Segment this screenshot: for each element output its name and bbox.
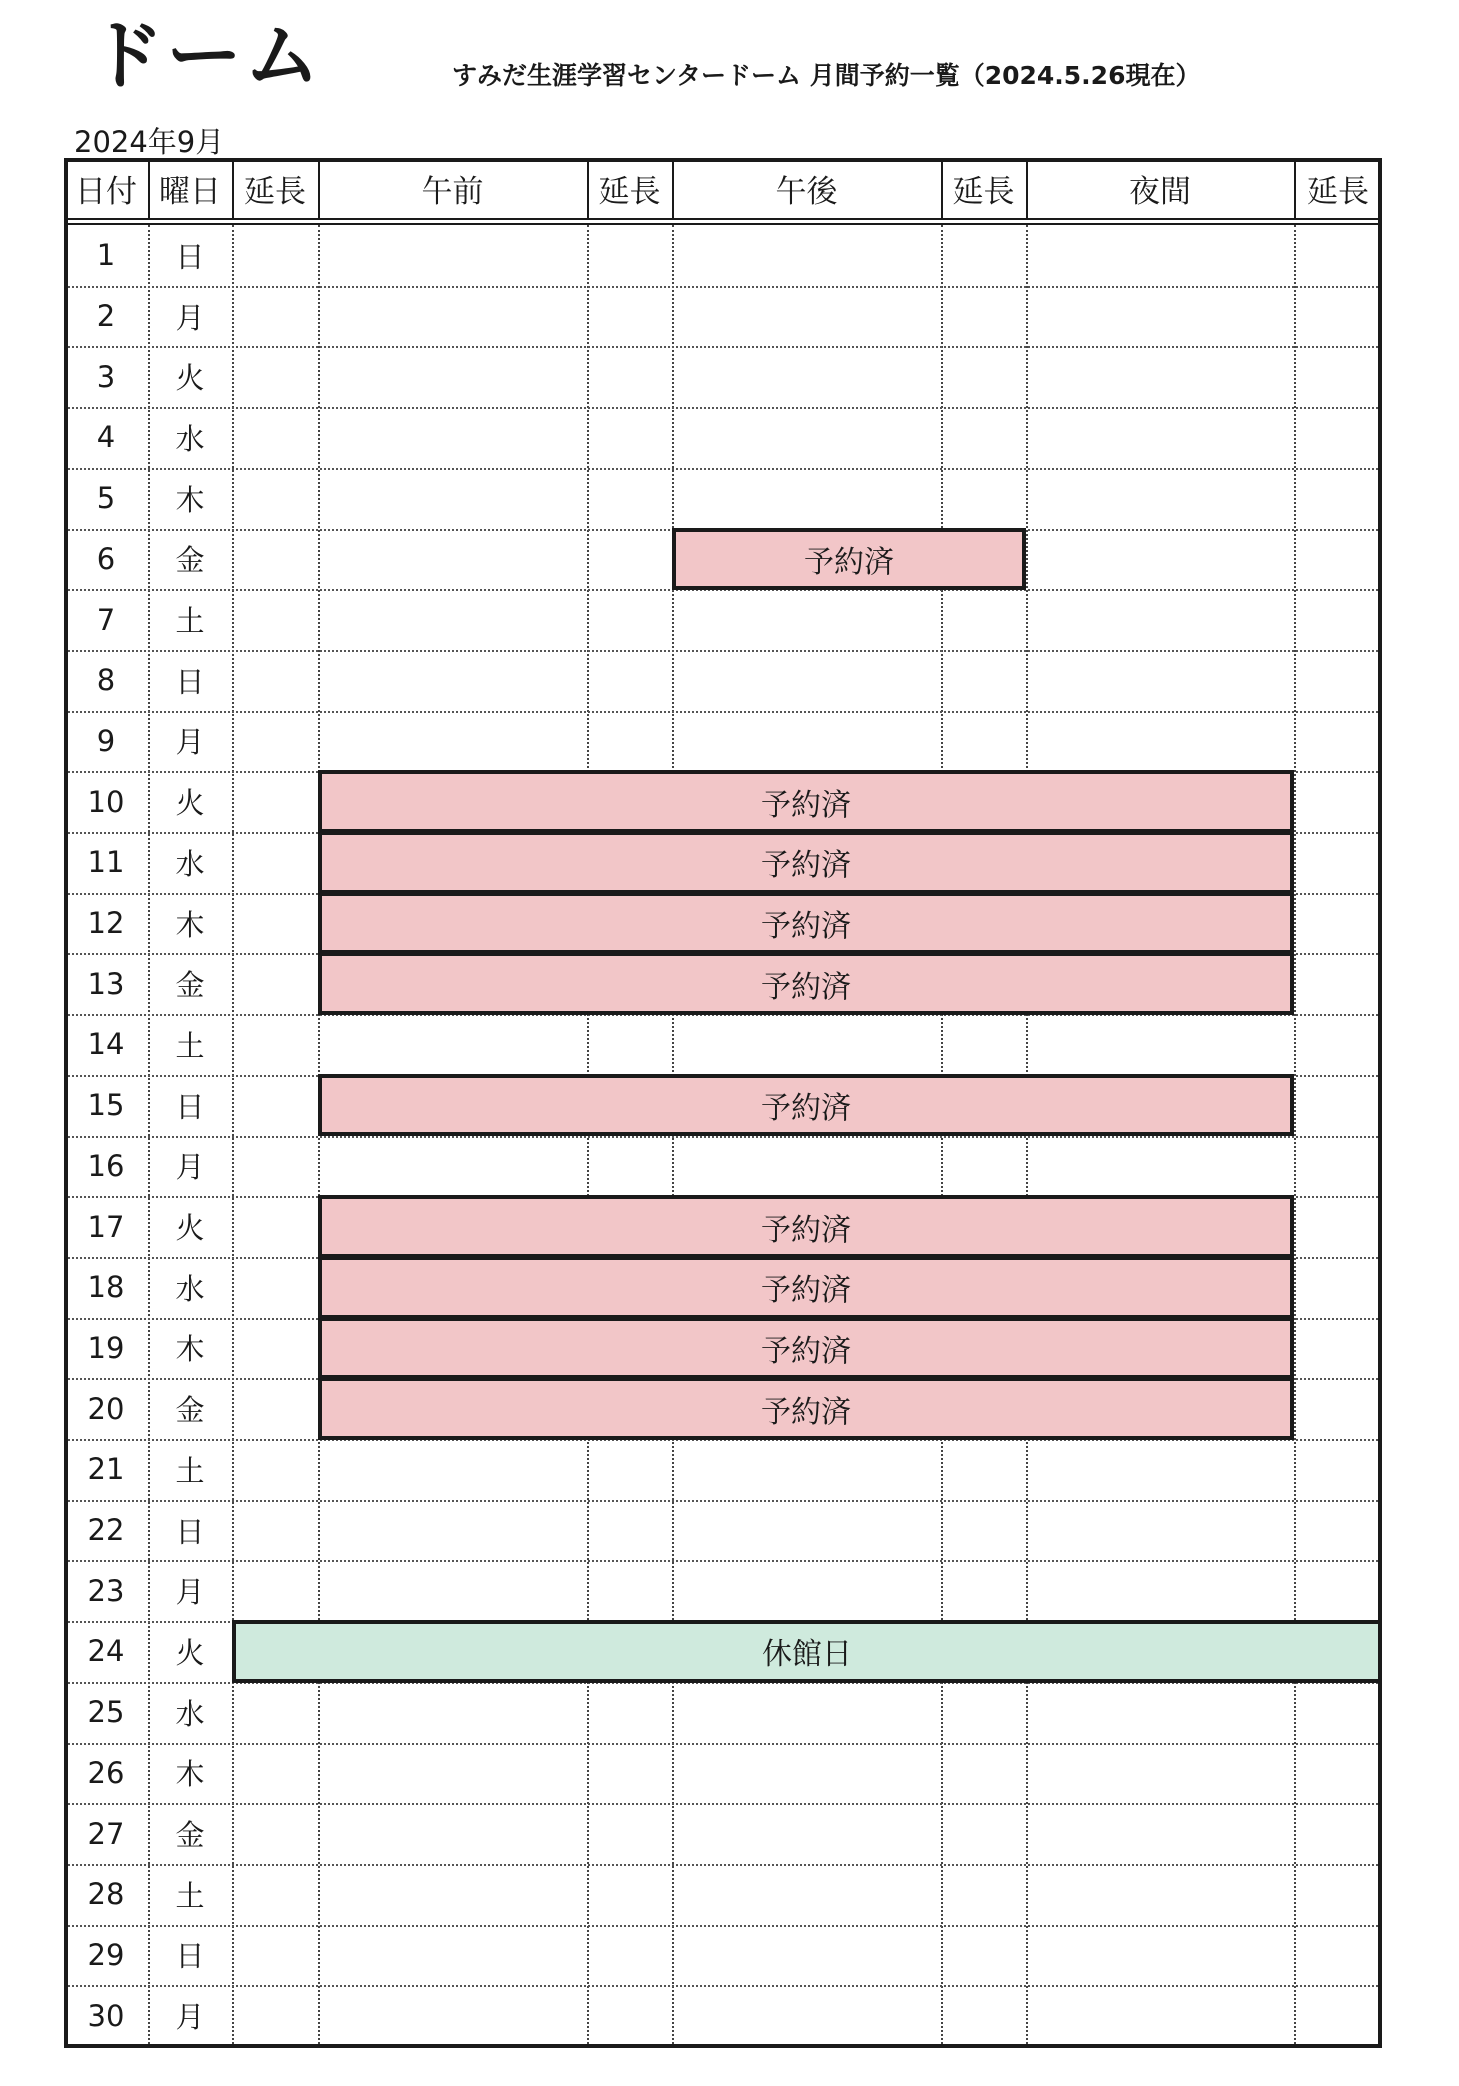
weekday-cell: 木	[175, 1332, 205, 1367]
column-header-date: 日付	[75, 173, 137, 210]
weekday-cell: 日	[175, 239, 205, 274]
reserved-bar: 予約済	[318, 770, 1294, 833]
row-divider	[64, 1743, 1382, 1745]
weekday-cell: 土	[175, 604, 205, 639]
date-cell: 27	[87, 1816, 125, 1851]
reserved-bar: 予約済	[318, 1195, 1294, 1258]
date-cell: 6	[96, 541, 116, 576]
weekday-cell: 日	[175, 1089, 205, 1124]
column-divider	[1294, 158, 1296, 218]
column-divider	[941, 158, 943, 218]
weekday-cell: 日	[175, 1939, 205, 1974]
date-cell: 1	[96, 238, 116, 273]
weekday-cell: 水	[175, 1271, 205, 1306]
date-cell: 16	[87, 1148, 125, 1183]
weekday-cell: 月	[175, 300, 205, 335]
column-header-ext-4: 延長	[1307, 173, 1369, 210]
date-cell: 22	[87, 1513, 125, 1548]
date-cell: 14	[87, 1027, 125, 1062]
date-cell: 26	[87, 1755, 125, 1790]
weekday-cell: 火	[175, 361, 205, 396]
row-divider	[64, 346, 1382, 348]
date-cell: 23	[87, 1573, 125, 1608]
reserved-bar: 予約済	[318, 831, 1294, 894]
weekday-cell: 月	[175, 725, 205, 760]
row-divider	[64, 711, 1382, 713]
date-cell: 8	[96, 663, 116, 698]
date-cell: 21	[87, 1452, 125, 1487]
row-divider	[64, 1560, 1382, 1562]
column-header-ext-2: 延長	[598, 173, 661, 210]
reserved-bar: 予約済	[318, 952, 1294, 1015]
date-cell: 19	[87, 1330, 125, 1365]
column-header-ext-3: 延長	[952, 173, 1015, 210]
schedule-subtitle: すみだ生涯学習センタードーム 月間予約一覧（2024.5.26現在）	[452, 61, 1201, 90]
row-divider	[64, 1985, 1382, 1987]
date-cell: 15	[87, 1088, 125, 1123]
column-divider	[672, 158, 674, 218]
weekday-cell: 木	[175, 907, 205, 942]
column-divider	[148, 158, 150, 218]
weekday-cell: 金	[175, 968, 205, 1003]
weekday-cell: 金	[175, 1818, 205, 1853]
weekday-cell: 土	[175, 1028, 205, 1063]
date-cell: 20	[87, 1391, 125, 1426]
row-divider	[64, 1864, 1382, 1866]
date-cell: 29	[87, 1937, 125, 1972]
column-header-night: 夜間	[1129, 173, 1191, 210]
reserved-bar: 予約済	[318, 1377, 1294, 1440]
row-divider	[64, 1925, 1382, 1927]
column-header-afternoon: 午後	[775, 173, 838, 210]
weekday-cell: 火	[175, 786, 205, 821]
row-divider	[64, 407, 1382, 409]
weekday-cell: 水	[175, 1696, 205, 1731]
date-cell: 12	[87, 906, 125, 941]
header-divider	[64, 223, 1382, 225]
row-divider	[64, 1803, 1382, 1805]
page-title: ドーム	[88, 11, 322, 100]
weekday-cell: 金	[175, 543, 205, 578]
weekday-cell: 月	[175, 1575, 205, 1610]
reserved-bar: 予約済	[318, 892, 1294, 955]
date-cell: 10	[87, 784, 125, 819]
date-cell: 9	[96, 723, 116, 758]
reserved-bar: 予約済	[318, 1317, 1294, 1380]
date-cell: 18	[87, 1270, 125, 1305]
row-divider	[64, 468, 1382, 470]
date-cell: 5	[96, 481, 116, 516]
date-cell: 11	[87, 845, 125, 880]
weekday-cell: 水	[175, 421, 205, 456]
date-cell: 17	[87, 1209, 125, 1244]
weekday-cell: 日	[175, 1514, 205, 1549]
weekday-cell: 月	[175, 2000, 205, 2035]
column-header-ext-1: 延長	[244, 173, 306, 210]
date-cell: 2	[96, 299, 116, 334]
month-label: 2024年9月	[74, 125, 225, 159]
column-divider	[1026, 158, 1028, 218]
row-divider	[64, 1500, 1382, 1502]
weekday-cell: 木	[175, 1757, 205, 1792]
column-header-morning: 午前	[421, 173, 484, 210]
date-cell: 25	[87, 1695, 125, 1730]
weekday-cell: 月	[175, 1150, 205, 1185]
reserved-bar: 予約済	[318, 1256, 1294, 1319]
date-cell: 4	[96, 420, 116, 455]
date-cell: 3	[96, 359, 116, 394]
column-divider	[232, 158, 234, 218]
weekday-cell: 土	[175, 1878, 205, 1913]
date-cell: 28	[87, 1877, 125, 1912]
column-divider	[318, 158, 320, 218]
weekday-cell: 火	[175, 1635, 205, 1670]
weekday-cell: 火	[175, 1211, 205, 1246]
weekday-cell: 土	[175, 1453, 205, 1488]
date-cell: 30	[87, 1998, 125, 2033]
date-cell: 13	[87, 966, 125, 1001]
reservation-table	[64, 158, 1382, 2048]
row-divider	[64, 286, 1382, 288]
closed-day-bar: 休館日	[232, 1620, 1382, 1683]
date-cell: 24	[87, 1634, 125, 1669]
row-divider	[64, 650, 1382, 652]
date-cell: 7	[96, 602, 116, 637]
weekday-cell: 水	[175, 846, 205, 881]
weekday-cell: 金	[175, 1393, 205, 1428]
reserved-bar: 予約済	[318, 1074, 1294, 1137]
weekday-cell: 日	[175, 664, 205, 699]
header-divider	[64, 218, 1382, 220]
reserved-bar: 予約済	[672, 528, 1026, 591]
weekday-cell: 木	[175, 482, 205, 517]
column-divider	[587, 158, 589, 218]
column-header-weekday: 曜日	[159, 173, 221, 210]
